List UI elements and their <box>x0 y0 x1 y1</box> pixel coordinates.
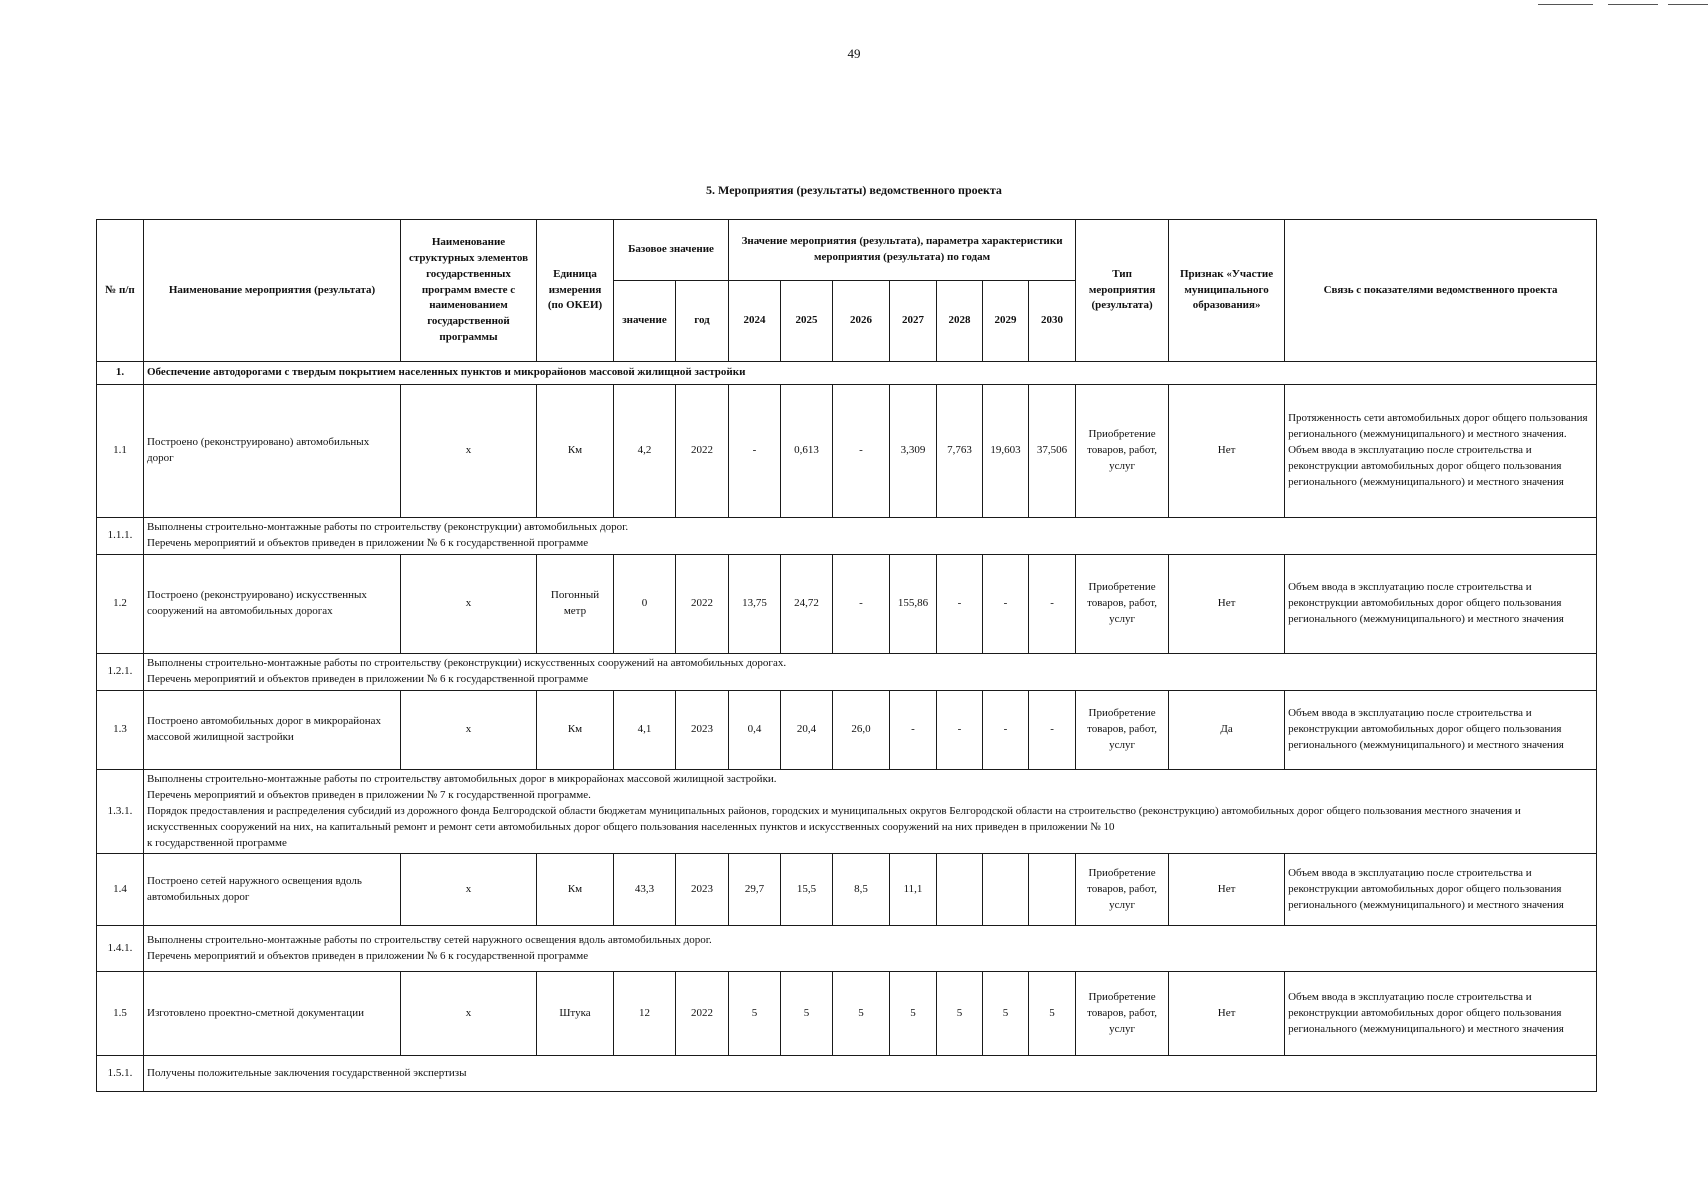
row-num: 1.5 <box>97 972 144 1056</box>
subrow-line: Выполнены строительно-монтажные работы по строительству (реконструкции) автомобильных дорог. <box>147 521 629 533</box>
row-year-value: 11,1 <box>890 854 937 926</box>
subrow-num: 1.2.1. <box>97 653 144 690</box>
row-type: Приобретение товаров, работ, услуг <box>1076 385 1169 518</box>
header-type: Тип мероприятия (результата) <box>1076 220 1169 362</box>
row-year-value: 3,309 <box>890 385 937 518</box>
header-structural: Наименование структурных элементов государственных программ вместе с наименованием государственной программы <box>401 220 537 362</box>
row-name: Построено (реконструировано) искусственных сооружений на автомобильных дорогах <box>144 554 401 653</box>
row-year-value: 15,5 <box>781 854 833 926</box>
row-year-value: - <box>833 385 890 518</box>
row-base-value: 4,2 <box>614 385 676 518</box>
row-year-value: - <box>833 554 890 653</box>
scan-edge-marks <box>1288 0 1708 10</box>
row-base-year: 2023 <box>676 690 729 769</box>
subrow-text <box>144 926 1597 972</box>
row-participation: Да <box>1169 690 1285 769</box>
row-year-value: 19,603 <box>983 385 1029 518</box>
row-year-value: 5 <box>781 972 833 1056</box>
row-year-value: - <box>937 554 983 653</box>
row-year-value: 5 <box>833 972 890 1056</box>
activities-table <box>96 219 1597 1092</box>
subrow-line: к государственной программе <box>147 836 287 849</box>
subrow-line: Порядок предоставления и распределения субсидий из дорожного фонда Белгородской области бюджетам муниципальных районов, городских и муниципальных округов Белгородской области на строительство (реконструкцию) автомобильных дорог общего пользования местного значения и искусственных сооружений на них, на капитальный ремонт и ремонт сети автомобильных дорог общего пользования населенных пунктов и искусственных сооружений на них приведен в приложении № 10 <box>147 804 1521 833</box>
row-year-value: 20,4 <box>781 690 833 769</box>
row-year-value: - <box>1029 554 1076 653</box>
row-year-value: 155,86 <box>890 554 937 653</box>
table-row <box>97 972 1597 1056</box>
row-year-value: - <box>983 690 1029 769</box>
row-year-value: 37,506 <box>1029 385 1076 518</box>
row-structural: х <box>401 972 537 1056</box>
header-year: 2029 <box>983 281 1029 362</box>
subrow <box>97 926 1597 972</box>
row-base-value: 12 <box>614 972 676 1056</box>
row-year-value <box>1029 854 1076 926</box>
header-year: 2025 <box>781 281 833 362</box>
header-year: 2028 <box>937 281 983 362</box>
row-year-value: 5 <box>729 972 781 1056</box>
row-participation: Нет <box>1169 385 1285 518</box>
row-year-value: - <box>983 554 1029 653</box>
row-year-value: 5 <box>890 972 937 1056</box>
row-year-value <box>937 854 983 926</box>
header-base-year: год <box>676 281 729 362</box>
row-year-value: 0,613 <box>781 385 833 518</box>
header-year: 2024 <box>729 281 781 362</box>
header-year: 2027 <box>890 281 937 362</box>
row-name: Построено (реконструировано) автомобильных дорог <box>144 385 401 518</box>
row-link: Объем ввода в эксплуатацию после строительства и реконструкции автомобильных дорог общего пользования регионального (межмуниципального) и местного значения <box>1285 690 1597 769</box>
table-row <box>97 690 1597 769</box>
row-base-year: 2022 <box>676 554 729 653</box>
header-participation: Признак «Участие муниципального образования» <box>1169 220 1285 362</box>
row-year-value: 0,4 <box>729 690 781 769</box>
subrow-num: 1.5.1. <box>97 1056 144 1092</box>
row-type: Приобретение товаров, работ, услуг <box>1076 690 1169 769</box>
row-year-value: 5 <box>983 972 1029 1056</box>
row-year-value: 5 <box>937 972 983 1056</box>
row-structural: х <box>401 554 537 653</box>
row-base-value: 43,3 <box>614 854 676 926</box>
page-number: 49 <box>847 46 861 61</box>
table-row <box>97 385 1597 518</box>
header-num: № п/п <box>97 220 144 362</box>
subrow-text <box>144 1056 1597 1092</box>
row-year-value: 13,75 <box>729 554 781 653</box>
row-year-value: 26,0 <box>833 690 890 769</box>
subrow-line: Перечень мероприятий и объектов приведен в приложении № 6 к государственной программе <box>147 536 589 549</box>
subrow-line: Выполнены строительно-монтажные работы по строительству сетей наружного освещения вдоль автомобильных дорог. <box>147 934 712 946</box>
header-year: 2026 <box>833 281 890 362</box>
row-num: 1.3 <box>97 690 144 769</box>
subrow <box>97 769 1597 854</box>
row-link: Объем ввода в эксплуатацию после строительства и реконструкции автомобильных дорог общего пользования регионального (межмуниципального) и местного значения <box>1285 972 1597 1056</box>
subrow-num: 1.3.1. <box>97 769 144 854</box>
subrow-num: 1.4.1. <box>97 926 144 972</box>
row-type: Приобретение товаров, работ, услуг <box>1076 972 1169 1056</box>
row-structural: х <box>401 385 537 518</box>
row-base-year: 2022 <box>676 385 729 518</box>
row-name: Построено автомобильных дорог в микрорайонах массовой жилищной застройки <box>144 690 401 769</box>
row-unit: Штука <box>537 972 614 1056</box>
row-unit: Км <box>537 690 614 769</box>
header-link: Связь с показателями ведомственного проекта <box>1285 220 1597 362</box>
row-unit: Км <box>537 385 614 518</box>
subrow-text <box>144 518 1597 555</box>
row-participation: Нет <box>1169 972 1285 1056</box>
subrow-line: Перечень мероприятий и объектов приведен в приложении № 6 к государственной программе <box>147 949 589 962</box>
subrow-line: Выполнены строительно-монтажные работы по строительству автомобильных дорог в микрорайонах массовой жилищной застройки. <box>147 772 777 785</box>
row-participation: Нет <box>1169 554 1285 653</box>
subrow <box>97 653 1597 690</box>
subrow <box>97 518 1597 555</box>
section-row <box>97 362 1597 385</box>
row-base-value: 0 <box>614 554 676 653</box>
row-year-value: 8,5 <box>833 854 890 926</box>
header-year: 2030 <box>1029 281 1076 362</box>
row-year-value: 7,763 <box>937 385 983 518</box>
subrow-num: 1.1.1. <box>97 518 144 555</box>
subrow-text <box>144 653 1597 690</box>
row-num: 1.1 <box>97 385 144 518</box>
row-link: Протяженность сети автомобильных дорог общего пользования регионального (межмуниципального) и местного значения. Объем ввода в эксплуатацию после строительства и реконструкции автомобильных дорог общего пользования регионального (межмуниципального) и местного значения <box>1285 385 1597 518</box>
subrow <box>97 1056 1597 1092</box>
row-name: Построено сетей наружного освещения вдоль автомобильных дорог <box>144 854 401 926</box>
subrow-line: Перечень мероприятий и объектов приведен в приложении № 6 к государственной программе <box>147 672 589 685</box>
row-year-value: 24,72 <box>781 554 833 653</box>
row-unit: Погонный метр <box>537 554 614 653</box>
row-type: Приобретение товаров, работ, услуг <box>1076 854 1169 926</box>
header-unit: Единица измерения (по ОКЕИ) <box>537 220 614 362</box>
row-base-value: 4,1 <box>614 690 676 769</box>
row-year-value: 29,7 <box>729 854 781 926</box>
row-base-year: 2023 <box>676 854 729 926</box>
section-title: 5. Мероприятия (результаты) ведомственного проекта <box>706 183 1002 197</box>
subrow-text <box>144 769 1597 854</box>
header-name: Наименование мероприятия (результата) <box>144 220 401 362</box>
subrow-line: Выполнены строительно-монтажные работы по строительству (реконструкции) искусственных сооружений на автомобильных дорогах. <box>147 656 787 669</box>
table-header-row <box>97 220 1597 281</box>
row-year-value: - <box>937 690 983 769</box>
row-structural: х <box>401 854 537 926</box>
section-num: 1. <box>97 362 144 385</box>
row-year-value <box>983 854 1029 926</box>
table-row <box>97 854 1597 926</box>
section-text: Обеспечение автодорогами с твердым покрытием населенных пунктов и микрорайонов массовой жилищной застройки <box>144 362 1597 385</box>
row-base-year: 2022 <box>676 972 729 1056</box>
table-row <box>97 554 1597 653</box>
row-structural: х <box>401 690 537 769</box>
row-num: 1.4 <box>97 854 144 926</box>
activities-table-container <box>96 219 1596 1092</box>
row-num: 1.2 <box>97 554 144 653</box>
header-values-group: Значение мероприятия (результата), параметра характеристики мероприятия (результата) по годам <box>729 220 1076 281</box>
row-name: Изготовлено проектно-сметной документации <box>144 972 401 1056</box>
subrow-line: Перечень мероприятий и объектов приведен в приложении № 7 к государственной программе. <box>147 788 591 801</box>
header-base-value: значение <box>614 281 676 362</box>
row-year-value: 5 <box>1029 972 1076 1056</box>
header-base: Базовое значение <box>614 220 729 281</box>
row-participation: Нет <box>1169 854 1285 926</box>
row-link: Объем ввода в эксплуатацию после строительства и реконструкции автомобильных дорог общего пользования регионального (межмуниципального) и местного значения <box>1285 554 1597 653</box>
subrow-line: Получены положительные заключения государственной экспертизы <box>147 1066 467 1079</box>
row-type: Приобретение товаров, работ, услуг <box>1076 554 1169 653</box>
row-year-value: - <box>890 690 937 769</box>
row-link: Объем ввода в эксплуатацию после строительства и реконструкции автомобильных дорог общего пользования регионального (межмуниципального) и местного значения <box>1285 854 1597 926</box>
row-year-value: - <box>1029 690 1076 769</box>
row-unit: Км <box>537 854 614 926</box>
row-year-value: - <box>729 385 781 518</box>
